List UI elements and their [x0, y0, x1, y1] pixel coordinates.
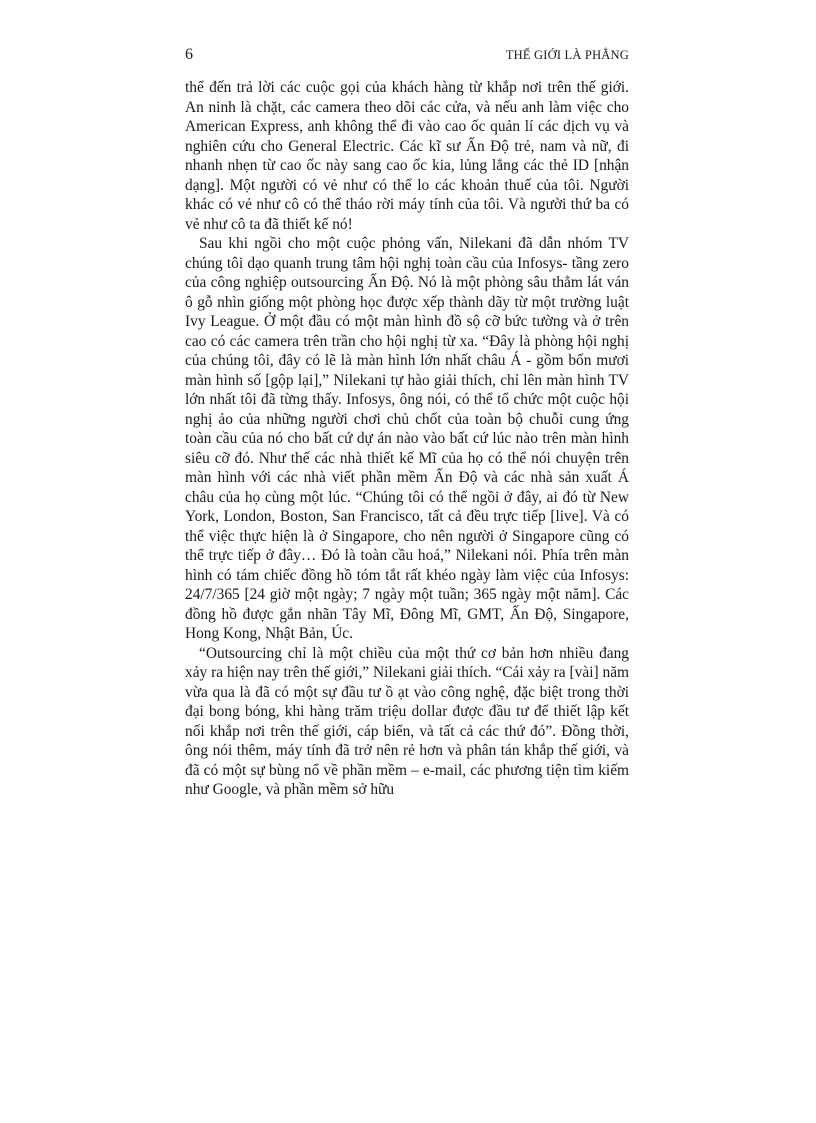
- paragraph-conference-room: Sau khi ngồi cho một cuộc phỏng vấn, Nilekani đã dẫn nhóm TV chúng tôi dạo quanh trung tâm hội nghị toàn cầu của Infosys- tầng zero của công nghiệp outsourcing Ấn Độ. Nó là một phòng sâu thẳm lát ván ô gỗ nhìn giống một phòng học được xếp thành dãy từ một trường luật Ivy League. Ở một đầu có một màn hình đồ sộ cỡ bức tường và ở trên cao có các camera trên trần cho hội nghị từ xa. “Đây là phòng hội nghị của chúng tôi, đây có lẽ là màn hình lớn nhất châu Á - gồm bốn mươi màn hình số [gộp lại],” Nilekani tự hào giải thích, chỉ lên màn hình TV lớn nhất tôi đã từng thấy. Infosys, ông nói, có thể tổ chức một cuộc hội nghị ảo của những người chơi chủ chốt của toàn bộ chuỗi cung ứng toàn cầu của nó cho bất cứ dự án nào vào bất cứ lúc nào trên màn hình siêu cỡ đó. Như thế các nhà thiết kế Mĩ của họ có thể nói chuyện trên màn hình với các nhà viết phần mềm Ấn Độ và các nhà sản xuất Á châu của họ cùng một lúc. “Chúng tôi có thể ngồi ở đây, ai đó từ New York, London, Boston, San Francisco, tất cả đều trực tiếp [live]. Và có thể việc thực hiện là ở Singapore, cho nên người ở Singapore cũng có thể trực tiếp ở đây… Đó là toàn cầu hoá,” Nilekani nói. Phía trên màn hình có tám chiếc đồng hồ tóm tắt rất khéo ngày làm việc của Infosys: 24/7/365 [24 giờ một ngày; 7 ngày một tuần; 365 ngày một năm]. Các đồng hồ được gắn nhãn Tây Mĩ, Đông Mĩ, GMT, Ấn Độ, Singapore, Hong Kong, Nhật Bản, Úc.: [185, 235, 629, 642]
- body-text: [185, 78, 629, 800]
- page-number: 6: [185, 46, 193, 63]
- paragraph-outsourcing: “Outsourcing chỉ là một chiều của một thứ cơ bản hơn nhiều đang xảy ra hiện nay trên thế giới,” Nilekani giải thích. “Cái xảy ra [vài] năm vừa qua là đã có một sự đầu tư ồ ạt vào công nghệ, đặc biệt trong thời đại bong bóng, khi hàng trăm triệu dollar được đầu tư để thiết lập kết nối khắp nơi trên thế giới, cáp biển, và tất cả các thứ đó”. Đồng thời, ông nói thêm, máy tính đã trở nên rẻ hơn và phân tán khắp thế giới, và đã có một sự bùng nổ về phần mềm – e-mail, các phương tiện tìm kiếm như Google, và phần mềm sở hữu: [185, 644, 629, 798]
- paragraph-continuation: thể đến trả lời các cuộc gọi của khách hàng từ khắp nơi trên thế giới. An ninh là chặt, các camera theo dõi các cửa, và nếu anh làm việc cho American Express, anh không thể đi vào cao ốc quản lí các dịch vụ và nghiên cứu cho General Electric. Các kĩ sư Ấn Độ trẻ, nam và nữ, đi nhanh nhẹn từ cao ốc này sang cao ốc kia, lủng lẳng các thẻ ID [nhận dạng]. Một người có vẻ như có thể lo các khoản thuế của tôi. Người khác có vẻ như cô có thể tháo rời máy tính của tôi. Và người thứ ba có vẻ như cô ta đã thiết kế nó!: [185, 79, 629, 233]
- running-title: THẾ GIỚI LÀ PHẲNG: [505, 48, 629, 62]
- page-header: [185, 46, 629, 66]
